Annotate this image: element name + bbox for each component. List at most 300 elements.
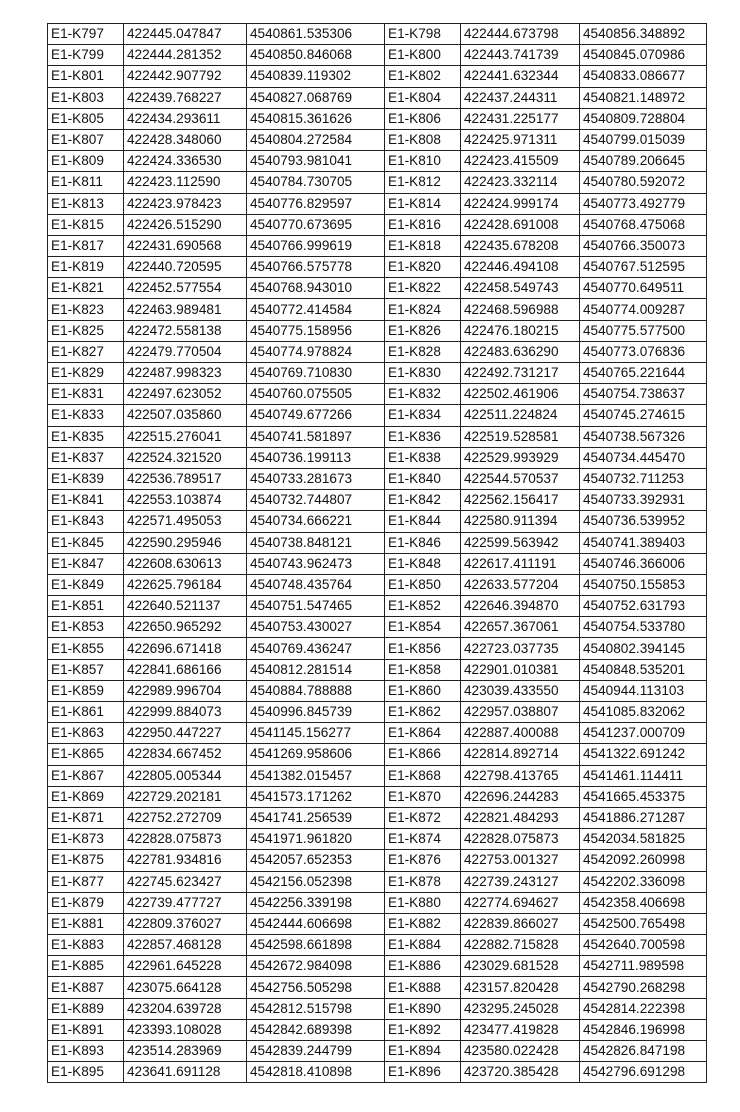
point-id-cell: E1-K867: [48, 765, 124, 786]
y-coordinate-cell: 4540734.445470: [580, 447, 707, 468]
x-coordinate-cell: 422439.768227: [124, 87, 247, 108]
y-coordinate-cell: 4541085.832062: [580, 702, 707, 723]
x-coordinate-cell: 422487.998323: [124, 363, 247, 384]
y-coordinate-cell: 4540769.436247: [247, 638, 385, 659]
point-id-cell: E1-K819: [48, 257, 124, 278]
x-coordinate-cell: 422599.563942: [461, 532, 580, 553]
point-id-cell: E1-K810: [385, 151, 461, 172]
x-coordinate-cell: 422809.376027: [124, 913, 247, 934]
point-id-cell: E1-K838: [385, 447, 461, 468]
point-id-cell: E1-K799: [48, 45, 124, 66]
x-coordinate-cell: 422529.993929: [461, 447, 580, 468]
point-id-cell: E1-K873: [48, 829, 124, 850]
x-coordinate-cell: 422434.293611: [124, 108, 247, 129]
table-row: [48, 596, 707, 617]
table-row: [48, 490, 707, 511]
x-coordinate-cell: 422442.907792: [124, 66, 247, 87]
y-coordinate-cell: 4540799.015039: [580, 129, 707, 150]
table-row: [48, 426, 707, 447]
table-row: [48, 151, 707, 172]
x-coordinate-cell: 423514.283969: [124, 1041, 247, 1062]
table-row: [48, 765, 707, 786]
point-id-cell: E1-K833: [48, 405, 124, 426]
y-coordinate-cell: 4540732.744807: [247, 490, 385, 511]
y-coordinate-cell: 4540773.076836: [580, 341, 707, 362]
y-coordinate-cell: 4540752.631793: [580, 596, 707, 617]
point-id-cell: E1-K883: [48, 935, 124, 956]
point-id-cell: E1-K797: [48, 24, 124, 45]
point-id-cell: E1-K808: [385, 129, 461, 150]
table-row: [48, 1019, 707, 1040]
y-coordinate-cell: 4542034.581825: [580, 829, 707, 850]
table-row: [48, 702, 707, 723]
y-coordinate-cell: 4542818.410898: [247, 1062, 385, 1083]
point-id-cell: E1-K858: [385, 659, 461, 680]
point-id-cell: E1-K872: [385, 807, 461, 828]
point-id-cell: E1-K851: [48, 596, 124, 617]
x-coordinate-cell: 422515.276041: [124, 426, 247, 447]
x-coordinate-cell: 422431.225177: [461, 108, 580, 129]
y-coordinate-cell: 4542711.989598: [580, 956, 707, 977]
y-coordinate-cell: 4540767.512595: [580, 257, 707, 278]
y-coordinate-cell: 4540768.943010: [247, 278, 385, 299]
table-row: [48, 871, 707, 892]
x-coordinate-cell: 422841.686166: [124, 659, 247, 680]
point-id-cell: E1-K829: [48, 363, 124, 384]
table-row: [48, 913, 707, 934]
x-coordinate-cell: 422553.103874: [124, 490, 247, 511]
point-id-cell: E1-K853: [48, 617, 124, 638]
point-id-cell: E1-K847: [48, 553, 124, 574]
y-coordinate-cell: 4540769.710830: [247, 363, 385, 384]
y-coordinate-cell: 4542842.689398: [247, 1019, 385, 1040]
x-coordinate-cell: 422901.010381: [461, 659, 580, 680]
table-row: [48, 278, 707, 299]
x-coordinate-cell: 422424.999174: [461, 193, 580, 214]
point-id-cell: E1-K880: [385, 892, 461, 913]
y-coordinate-cell: 4540793.981041: [247, 151, 385, 172]
y-coordinate-cell: 4542812.515798: [247, 998, 385, 1019]
point-id-cell: E1-K856: [385, 638, 461, 659]
table-row: [48, 511, 707, 532]
x-coordinate-cell: 422472.558138: [124, 320, 247, 341]
point-id-cell: E1-K887: [48, 977, 124, 998]
point-id-cell: E1-K874: [385, 829, 461, 850]
x-coordinate-cell: 422445.047847: [124, 24, 247, 45]
point-id-cell: E1-K822: [385, 278, 461, 299]
y-coordinate-cell: 4540839.119302: [247, 66, 385, 87]
x-coordinate-cell: 422821.484293: [461, 807, 580, 828]
x-coordinate-cell: 422887.400088: [461, 723, 580, 744]
point-id-cell: E1-K875: [48, 850, 124, 871]
y-coordinate-cell: 4540751.547465: [247, 596, 385, 617]
point-id-cell: E1-K806: [385, 108, 461, 129]
y-coordinate-cell: 4540743.962473: [247, 553, 385, 574]
y-coordinate-cell: 4540827.068769: [247, 87, 385, 108]
y-coordinate-cell: 4540775.577500: [580, 320, 707, 341]
y-coordinate-cell: 4541741.256539: [247, 807, 385, 828]
x-coordinate-cell: 422650.965292: [124, 617, 247, 638]
y-coordinate-cell: 4540738.848121: [247, 532, 385, 553]
y-coordinate-cell: 4541665.453375: [580, 786, 707, 807]
x-coordinate-cell: 422443.741739: [461, 45, 580, 66]
x-coordinate-cell: 422507.035860: [124, 405, 247, 426]
point-id-cell: E1-K840: [385, 468, 461, 489]
y-coordinate-cell: 4540768.475068: [580, 214, 707, 235]
point-id-cell: E1-K844: [385, 511, 461, 532]
x-coordinate-cell: 422479.770504: [124, 341, 247, 362]
table-row: [48, 935, 707, 956]
point-id-cell: E1-K894: [385, 1041, 461, 1062]
y-coordinate-cell: 4540996.845739: [247, 702, 385, 723]
x-coordinate-cell: 423580.022428: [461, 1041, 580, 1062]
y-coordinate-cell: 4542826.847198: [580, 1041, 707, 1062]
x-coordinate-cell: 422774.694627: [461, 892, 580, 913]
x-coordinate-cell: 422805.005344: [124, 765, 247, 786]
y-coordinate-cell: 4540815.361626: [247, 108, 385, 129]
y-coordinate-cell: 4540760.075505: [247, 384, 385, 405]
x-coordinate-cell: 422423.978423: [124, 193, 247, 214]
table-row: [48, 998, 707, 1019]
point-id-cell: E1-K831: [48, 384, 124, 405]
y-coordinate-cell: 4540848.535201: [580, 659, 707, 680]
x-coordinate-cell: 423295.245028: [461, 998, 580, 1019]
y-coordinate-cell: 4540774.978824: [247, 341, 385, 362]
y-coordinate-cell: 4540741.389403: [580, 532, 707, 553]
table-row: [48, 341, 707, 362]
point-id-cell: E1-K843: [48, 511, 124, 532]
x-coordinate-cell: 423157.820428: [461, 977, 580, 998]
x-coordinate-cell: 423075.664128: [124, 977, 247, 998]
table-row: [48, 468, 707, 489]
y-coordinate-cell: 4540773.492779: [580, 193, 707, 214]
point-id-cell: E1-K836: [385, 426, 461, 447]
x-coordinate-cell: 422857.468128: [124, 935, 247, 956]
y-coordinate-cell: 4540750.155853: [580, 574, 707, 595]
y-coordinate-cell: 4542092.260998: [580, 850, 707, 871]
point-id-cell: E1-K823: [48, 299, 124, 320]
point-id-cell: E1-K895: [48, 1062, 124, 1083]
y-coordinate-cell: 4540770.649511: [580, 278, 707, 299]
x-coordinate-cell: 422431.690568: [124, 235, 247, 256]
point-id-cell: E1-K870: [385, 786, 461, 807]
x-coordinate-cell: 422444.281352: [124, 45, 247, 66]
x-coordinate-cell: 422814.892714: [461, 744, 580, 765]
y-coordinate-cell: 4542202.336098: [580, 871, 707, 892]
y-coordinate-cell: 4542790.268298: [580, 977, 707, 998]
point-id-cell: E1-K866: [385, 744, 461, 765]
point-id-cell: E1-K828: [385, 341, 461, 362]
table-row: [48, 405, 707, 426]
table-row: [48, 1062, 707, 1083]
x-coordinate-cell: 422828.075873: [124, 829, 247, 850]
y-coordinate-cell: 4540749.677266: [247, 405, 385, 426]
point-id-cell: E1-K869: [48, 786, 124, 807]
point-id-cell: E1-K830: [385, 363, 461, 384]
x-coordinate-cell: 422492.731217: [461, 363, 580, 384]
y-coordinate-cell: 4540770.673695: [247, 214, 385, 235]
x-coordinate-cell: 422745.623427: [124, 871, 247, 892]
point-id-cell: E1-K812: [385, 172, 461, 193]
table-row: [48, 638, 707, 659]
x-coordinate-cell: 422444.673798: [461, 24, 580, 45]
y-coordinate-cell: 4540766.350073: [580, 235, 707, 256]
table-row: [48, 977, 707, 998]
point-id-cell: E1-K878: [385, 871, 461, 892]
point-id-cell: E1-K893: [48, 1041, 124, 1062]
y-coordinate-cell: 4542444.606698: [247, 913, 385, 934]
y-coordinate-cell: 4541573.171262: [247, 786, 385, 807]
table-row: [48, 45, 707, 66]
table-row: [48, 193, 707, 214]
table-row: [48, 956, 707, 977]
point-id-cell: E1-K892: [385, 1019, 461, 1040]
x-coordinate-cell: 423029.681528: [461, 956, 580, 977]
y-coordinate-cell: 4540856.348892: [580, 24, 707, 45]
table-row: [48, 108, 707, 129]
y-coordinate-cell: 4540861.535306: [247, 24, 385, 45]
point-id-cell: E1-K832: [385, 384, 461, 405]
table-row: [48, 235, 707, 256]
x-coordinate-cell: 422739.243127: [461, 871, 580, 892]
table-row: [48, 384, 707, 405]
y-coordinate-cell: 4540765.221644: [580, 363, 707, 384]
y-coordinate-cell: 4540736.539952: [580, 511, 707, 532]
table-row: [48, 172, 707, 193]
point-id-cell: E1-K845: [48, 532, 124, 553]
y-coordinate-cell: 4540766.575778: [247, 257, 385, 278]
x-coordinate-cell: 422961.645228: [124, 956, 247, 977]
table-row: [48, 807, 707, 828]
x-coordinate-cell: 422423.112590: [124, 172, 247, 193]
x-coordinate-cell: 422590.295946: [124, 532, 247, 553]
table-row: [48, 723, 707, 744]
y-coordinate-cell: 4540736.199113: [247, 447, 385, 468]
y-coordinate-cell: 4540734.666221: [247, 511, 385, 532]
x-coordinate-cell: 422437.244311: [461, 87, 580, 108]
point-id-cell: E1-K861: [48, 702, 124, 723]
y-coordinate-cell: 4542358.406698: [580, 892, 707, 913]
y-coordinate-cell: 4541322.691242: [580, 744, 707, 765]
x-coordinate-cell: 422657.367061: [461, 617, 580, 638]
point-id-cell: E1-K804: [385, 87, 461, 108]
x-coordinate-cell: 422536.789517: [124, 468, 247, 489]
point-id-cell: E1-K821: [48, 278, 124, 299]
x-coordinate-cell: 422544.570537: [461, 468, 580, 489]
point-id-cell: E1-K817: [48, 235, 124, 256]
y-coordinate-cell: 4540944.113103: [580, 680, 707, 701]
point-id-cell: E1-K879: [48, 892, 124, 913]
x-coordinate-cell: 422519.528581: [461, 426, 580, 447]
point-id-cell: E1-K860: [385, 680, 461, 701]
point-id-cell: E1-K871: [48, 807, 124, 828]
y-coordinate-cell: 4540821.148972: [580, 87, 707, 108]
y-coordinate-cell: 4540753.430027: [247, 617, 385, 638]
point-id-cell: E1-K876: [385, 850, 461, 871]
x-coordinate-cell: 422729.202181: [124, 786, 247, 807]
point-id-cell: E1-K888: [385, 977, 461, 998]
x-coordinate-cell: 423720.385428: [461, 1062, 580, 1083]
y-coordinate-cell: 4542846.196998: [580, 1019, 707, 1040]
point-id-cell: E1-K805: [48, 108, 124, 129]
y-coordinate-cell: 4541145.156277: [247, 723, 385, 744]
x-coordinate-cell: 422950.447227: [124, 723, 247, 744]
y-coordinate-cell: 4540772.414584: [247, 299, 385, 320]
point-id-cell: E1-K859: [48, 680, 124, 701]
y-coordinate-cell: 4540774.009287: [580, 299, 707, 320]
point-id-cell: E1-K803: [48, 87, 124, 108]
x-coordinate-cell: 422428.691008: [461, 214, 580, 235]
table-row: [48, 87, 707, 108]
point-id-cell: E1-K857: [48, 659, 124, 680]
point-id-cell: E1-K864: [385, 723, 461, 744]
y-coordinate-cell: 4540754.738637: [580, 384, 707, 405]
point-id-cell: E1-K827: [48, 341, 124, 362]
x-coordinate-cell: 422580.911394: [461, 511, 580, 532]
y-coordinate-cell: 4541886.271287: [580, 807, 707, 828]
x-coordinate-cell: 422425.971311: [461, 129, 580, 150]
point-id-cell: E1-K886: [385, 956, 461, 977]
x-coordinate-cell: 422608.630613: [124, 553, 247, 574]
x-coordinate-cell: 422617.411191: [461, 553, 580, 574]
x-coordinate-cell: 422441.632344: [461, 66, 580, 87]
point-id-cell: E1-K848: [385, 553, 461, 574]
y-coordinate-cell: 4542156.052398: [247, 871, 385, 892]
x-coordinate-cell: 422696.671418: [124, 638, 247, 659]
point-id-cell: E1-K890: [385, 998, 461, 1019]
y-coordinate-cell: 4540776.829597: [247, 193, 385, 214]
y-coordinate-cell: 4540738.567326: [580, 426, 707, 447]
table-row: [48, 786, 707, 807]
point-id-cell: E1-K837: [48, 447, 124, 468]
x-coordinate-cell: 422839.866027: [461, 913, 580, 934]
table-row: [48, 553, 707, 574]
y-coordinate-cell: 4540748.435764: [247, 574, 385, 595]
x-coordinate-cell: 422426.515290: [124, 214, 247, 235]
x-coordinate-cell: 422524.321520: [124, 447, 247, 468]
point-id-cell: E1-K820: [385, 257, 461, 278]
table-row: [48, 363, 707, 384]
point-id-cell: E1-K862: [385, 702, 461, 723]
y-coordinate-cell: 4540780.592072: [580, 172, 707, 193]
point-id-cell: E1-K834: [385, 405, 461, 426]
coordinates-table: [47, 23, 707, 1083]
x-coordinate-cell: 422989.996704: [124, 680, 247, 701]
x-coordinate-cell: 422696.244283: [461, 786, 580, 807]
point-id-cell: E1-K815: [48, 214, 124, 235]
x-coordinate-cell: 422562.156417: [461, 490, 580, 511]
point-id-cell: E1-K811: [48, 172, 124, 193]
x-coordinate-cell: 423393.108028: [124, 1019, 247, 1040]
y-coordinate-cell: 4541971.961820: [247, 829, 385, 850]
x-coordinate-cell: 423039.433550: [461, 680, 580, 701]
table-row: [48, 680, 707, 701]
y-coordinate-cell: 4540775.158956: [247, 320, 385, 341]
point-id-cell: E1-K881: [48, 913, 124, 934]
point-id-cell: E1-K814: [385, 193, 461, 214]
point-id-cell: E1-K825: [48, 320, 124, 341]
point-id-cell: E1-K868: [385, 765, 461, 786]
point-id-cell: E1-K801: [48, 66, 124, 87]
x-coordinate-cell: 422435.678208: [461, 235, 580, 256]
x-coordinate-cell: 422834.667452: [124, 744, 247, 765]
y-coordinate-cell: 4542256.339198: [247, 892, 385, 913]
y-coordinate-cell: 4542756.505298: [247, 977, 385, 998]
point-id-cell: E1-K852: [385, 596, 461, 617]
x-coordinate-cell: 422571.495053: [124, 511, 247, 532]
y-coordinate-cell: 4542796.691298: [580, 1062, 707, 1083]
table-row: [48, 574, 707, 595]
y-coordinate-cell: 4541237.000709: [580, 723, 707, 744]
y-coordinate-cell: 4540809.728804: [580, 108, 707, 129]
y-coordinate-cell: 4540812.281514: [247, 659, 385, 680]
y-coordinate-cell: 4540732.711253: [580, 468, 707, 489]
coordinates-table-body: [48, 24, 707, 1083]
x-coordinate-cell: 422452.577554: [124, 278, 247, 299]
table-row: [48, 617, 707, 638]
x-coordinate-cell: 422497.623052: [124, 384, 247, 405]
table-row: [48, 744, 707, 765]
table-row: [48, 214, 707, 235]
y-coordinate-cell: 4542500.765498: [580, 913, 707, 934]
point-id-cell: E1-K835: [48, 426, 124, 447]
x-coordinate-cell: 422468.596988: [461, 299, 580, 320]
point-id-cell: E1-K863: [48, 723, 124, 744]
table-row: [48, 850, 707, 871]
y-coordinate-cell: 4540804.272584: [247, 129, 385, 150]
x-coordinate-cell: 422999.884073: [124, 702, 247, 723]
y-coordinate-cell: 4542839.244799: [247, 1041, 385, 1062]
point-id-cell: E1-K891: [48, 1019, 124, 1040]
x-coordinate-cell: 423477.419828: [461, 1019, 580, 1040]
point-id-cell: E1-K889: [48, 998, 124, 1019]
table-row: [48, 659, 707, 680]
y-coordinate-cell: 4541269.958606: [247, 744, 385, 765]
y-coordinate-cell: 4540733.392931: [580, 490, 707, 511]
point-id-cell: E1-K816: [385, 214, 461, 235]
table-row: [48, 892, 707, 913]
x-coordinate-cell: 422424.336530: [124, 151, 247, 172]
x-coordinate-cell: 422625.796184: [124, 574, 247, 595]
y-coordinate-cell: 4540802.394145: [580, 638, 707, 659]
point-id-cell: E1-K813: [48, 193, 124, 214]
x-coordinate-cell: 422428.348060: [124, 129, 247, 150]
table-row: [48, 129, 707, 150]
y-coordinate-cell: 4542672.984098: [247, 956, 385, 977]
point-id-cell: E1-K824: [385, 299, 461, 320]
table-row: [48, 447, 707, 468]
x-coordinate-cell: 422882.715828: [461, 935, 580, 956]
y-coordinate-cell: 4540766.999619: [247, 235, 385, 256]
point-id-cell: E1-K884: [385, 935, 461, 956]
y-coordinate-cell: 4540850.846068: [247, 45, 385, 66]
x-coordinate-cell: 422502.461906: [461, 384, 580, 405]
point-id-cell: E1-K839: [48, 468, 124, 489]
x-coordinate-cell: 422752.272709: [124, 807, 247, 828]
x-coordinate-cell: 422476.180215: [461, 320, 580, 341]
x-coordinate-cell: 422463.989481: [124, 299, 247, 320]
x-coordinate-cell: 422640.521137: [124, 596, 247, 617]
point-id-cell: E1-K882: [385, 913, 461, 934]
x-coordinate-cell: 422828.075873: [461, 829, 580, 850]
table-row: [48, 299, 707, 320]
y-coordinate-cell: 4542814.222398: [580, 998, 707, 1019]
point-id-cell: E1-K798: [385, 24, 461, 45]
x-coordinate-cell: 422440.720595: [124, 257, 247, 278]
x-coordinate-cell: 422957.038807: [461, 702, 580, 723]
x-coordinate-cell: 422483.636290: [461, 341, 580, 362]
y-coordinate-cell: 4540733.281673: [247, 468, 385, 489]
